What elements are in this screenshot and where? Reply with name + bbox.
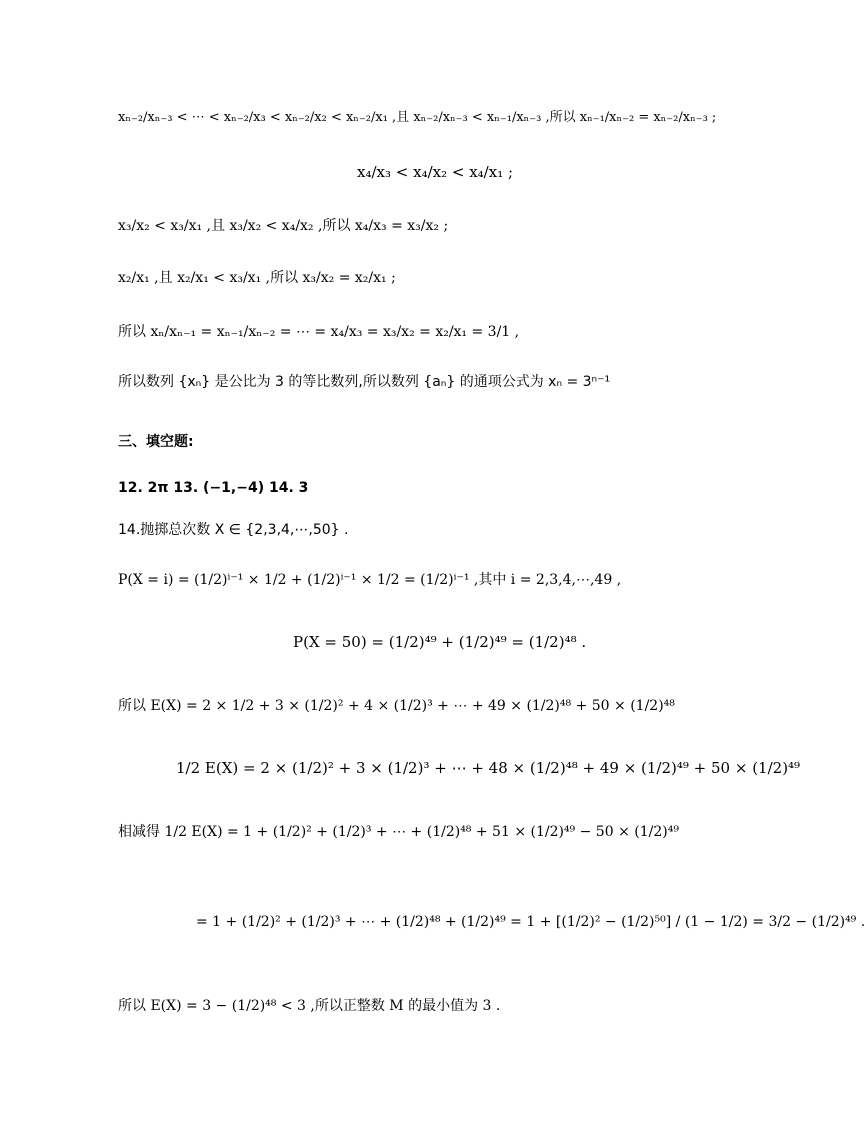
- ratio-x2-line: x₂/x₁ ,且 x₂/x₁ < x₃/x₁ ,所以 x₃/x₂ = x₂/x₁ ;: [118, 270, 396, 286]
- problem-14-statement: 14.抛掷总次数 X ∈ {2,3,4,⋯,50} .: [118, 522, 349, 538]
- answers-line: 12. 2π 13. (−1,−4) 14. 3: [118, 480, 309, 496]
- final-conclusion: 所以 E(X) = 3 − (1/2)⁴⁸ < 3 ,所以正整数 M 的最小值为 3 .: [118, 998, 501, 1014]
- ratio-x3-line: x₃/x₂ < x₃/x₁ ,且 x₃/x₂ < x₄/x₂ ,所以 x₄/x₃ = x₃/x₂ ;: [118, 218, 449, 234]
- ratio-chain-line: xₙ₋₂/xₙ₋₃ < ⋯ < xₙ₋₂/x₃ < xₙ₋₂/x₂ < xₙ₋₂/x₁ ,且 xₙ₋₂/xₙ₋₃ < xₙ₋₁/xₙ₋₃ ,所以 xₙ₋₁/xₙ₋₂ = xₙ₋₂/xₙ₋₃ ;: [118, 110, 717, 125]
- expectation-line: 所以 E(X) = 2 × 1/2 + 3 × (1/2)² + 4 × (1/2)³ + ⋯ + 49 × (1/2)⁴⁸ + 50 × (1/2)⁴⁸: [118, 698, 675, 714]
- subtraction-line: 相减得 1/2 E(X) = 1 + (1/2)² + (1/2)³ + ⋯ + (1/2)⁴⁸ + 51 × (1/2)⁴⁹ − 50 × (1/2)⁴⁹: [118, 824, 679, 840]
- probability-50: P(X = 50) = (1/2)⁴⁹ + (1/2)⁴⁹ = (1/2)⁴⁸ .: [293, 633, 587, 651]
- section-heading: 三、填空题:: [118, 434, 194, 450]
- geometric-conclusion: 所以数列 {xₙ} 是公比为 3 的等比数列,所以数列 {aₙ} 的通项公式为 xₙ = 3ⁿ⁻¹: [118, 374, 611, 390]
- probability-general: P(X = i) = (1/2)ⁱ⁻¹ × 1/2 + (1/2)ⁱ⁻¹ × 1/2 = (1/2)ⁱ⁻¹ ,其中 i = 2,3,4,⋯,49 ,: [118, 572, 622, 588]
- half-expectation-line: 1/2 E(X) = 2 × (1/2)² + 3 × (1/2)³ + ⋯ + 48 × (1/2)⁴⁸ + 49 × (1/2)⁴⁹ + 50 × (1/2)⁴⁹: [176, 759, 801, 777]
- ratio-equal-line: 所以 xₙ/xₙ₋₁ = xₙ₋₁/xₙ₋₂ = ⋯ = x₄/x₃ = x₃/x₂ = x₂/x₁ = 3/1 ,: [118, 324, 520, 340]
- geometric-sum-line: = 1 + (1/2)² + (1/2)³ + ⋯ + (1/2)⁴⁸ + (1/2)⁴⁹ = 1 + [(1/2)² − (1/2)⁵⁰] / (1 − 1/2) = 3/2 − (1/2)⁴⁹ .: [196, 914, 865, 930]
- ratio-x4-line: x₄/x₃ < x₄/x₂ < x₄/x₁ ;: [357, 163, 514, 181]
